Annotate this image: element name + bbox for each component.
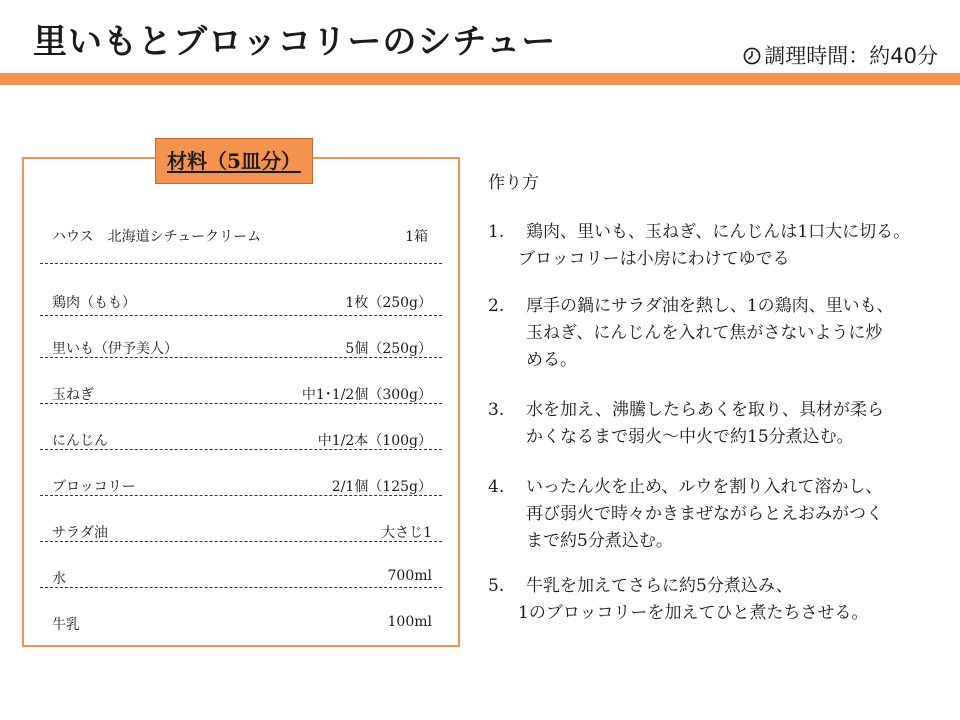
step-line: ブロッコリーは小房にわけてゆでる — [518, 249, 790, 269]
row-divider — [40, 587, 442, 588]
method-step — [488, 474, 953, 555]
ingredients-title: 材料（5皿分） — [155, 138, 313, 184]
ingredient-qty: 1箱 — [405, 229, 428, 245]
ingredient-name: 玉ねぎ — [52, 387, 94, 403]
ingredient-qty: 中1/2本（100g） — [317, 433, 432, 449]
method-step — [488, 397, 953, 451]
ingredient-name: 里いも（伊予美人） — [52, 341, 178, 357]
row-divider — [40, 263, 442, 264]
row-divider — [40, 541, 442, 542]
ingredient-row — [40, 214, 442, 260]
ingredient-name: サラダ油 — [52, 525, 108, 541]
method-step — [488, 293, 953, 374]
ingredient-qty: 2/1個（125g） — [331, 479, 432, 495]
ingredient-name: 牛乳 — [52, 617, 80, 633]
cook-time-text: 調理時間：約40分 — [764, 44, 938, 68]
cook-time — [743, 40, 938, 70]
ingredient-qty: 大さじ1 — [381, 525, 432, 541]
method-step — [488, 573, 953, 627]
page-title: 里いもとブロッコリーのシチュー — [33, 22, 557, 62]
clock-icon — [743, 46, 761, 64]
step-line: まで約5分煮込む。 — [526, 531, 673, 551]
ingredient-name: 水 — [52, 571, 66, 587]
step-line: 鶏肉、里いも、玉ねぎ、にんじんは1口大に切る。 — [526, 222, 911, 242]
row-divider — [40, 449, 442, 450]
row-divider — [40, 357, 442, 358]
step-line: 玉ねぎ、にんじんを入れて焦がさないように炒 — [526, 323, 883, 343]
step-line: 厚手の鍋にサラダ油を熱し、1の鶏肉、里いも、 — [526, 296, 894, 316]
step-line: 牛乳を加えてさらに約5分煮込み、 — [526, 576, 793, 596]
step-line: 1のブロッコリーを加えてひと煮たちさせる。 — [518, 603, 869, 623]
step-number: 1. — [488, 222, 505, 242]
row-divider — [40, 315, 442, 316]
ingredient-qty: 100ml — [387, 614, 432, 630]
method-heading: 作り方 — [488, 173, 539, 193]
step-line: 水を加え、沸騰したらあくを取り、具材が柔ら — [526, 400, 885, 420]
ingredient-name: にんじん — [52, 433, 108, 449]
step-number: 4. — [488, 477, 505, 497]
ingredient-name: ハウス 北海道シチュークリーム — [52, 229, 262, 245]
ingredient-row — [40, 602, 442, 648]
ingredient-name: 鶏肉（もも） — [52, 295, 136, 311]
step-line: める。 — [526, 350, 577, 370]
row-divider — [40, 495, 442, 496]
step-line: 再び弱火で時々かきまぜながらとえおみがつく — [526, 504, 883, 524]
ingredient-qty: 1枚（250g） — [345, 295, 432, 311]
step-number: 2. — [488, 296, 505, 316]
ingredient-qty: 5個（250g） — [345, 341, 432, 357]
row-divider — [40, 403, 442, 404]
step-number: 3. — [488, 400, 505, 420]
method-step — [488, 219, 953, 273]
header-accent-bar — [0, 73, 960, 85]
step-line: いったん火を止め、ルウを割り入れて溶かし、 — [526, 477, 883, 497]
ingredient-qty: 700ml — [387, 568, 432, 584]
step-number: 5. — [488, 576, 505, 596]
ingredient-qty: 中1･1/2個（300g） — [301, 387, 432, 403]
ingredient-name: ブロッコリー — [52, 479, 136, 495]
step-line: かくなるまで弱火～中火で約15分煮込む。 — [526, 427, 854, 447]
